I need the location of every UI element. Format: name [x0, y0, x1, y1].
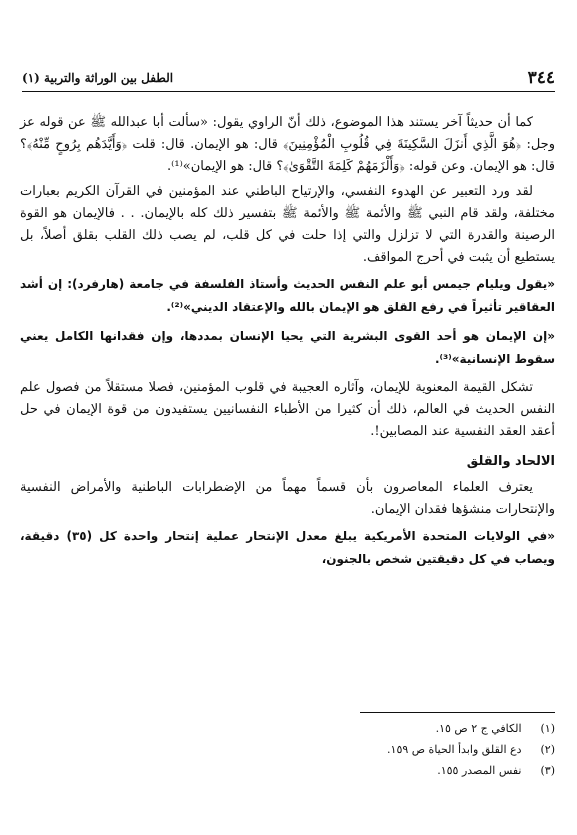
- page-body: [20, 112, 555, 577]
- footnote-rule: [360, 712, 555, 713]
- page-header: [22, 68, 555, 90]
- footnotes: [22, 718, 555, 781]
- footnote-number: (٣): [540, 764, 555, 777]
- footnote-text: نفس المصدر ١٥٥.: [437, 764, 522, 777]
- running-title: الطفل بين الوراثة والتربية (١): [22, 71, 174, 85]
- quote-faith-human-force: «إن الإيمان هو أحد القوى البشرية التي يحيا الإنسان بمددها، وإن فقدانها الكامل يعني سقوط الإنسانية»⁽³⁾.: [20, 329, 555, 366]
- paragraph-moral-value: تشكل القيمة المعنوية للإيمان، وآثاره العجيبة في قلوب المؤمنين، فصلا مستقلاً من فصول علم النفس الحديث في العالم، ذلك أن كثيرا من الأطباء النفسانيين يستفيدون من قوة الإيمان في حل أعقد العقد النفسية عند المصابين!.: [20, 380, 555, 439]
- page-number: ٣٤٤: [527, 68, 555, 88]
- footnote-item: [22, 718, 555, 739]
- footnote-item: [22, 739, 555, 760]
- footnote-number: (١): [540, 722, 555, 735]
- footnote-number: (٢): [540, 743, 555, 756]
- header-rule: [22, 91, 555, 92]
- footnote-text: الكافي ج ٢ ص ١٥.: [435, 722, 522, 735]
- quote-usa-suicide: «في الولايات المتحدة الأمريكية يبلغ معدل الإنتحار عملية إنتحار واحدة كل (٣٥) دقيقة، ويصاب في كل دقيقتين شخص بالجنون،: [20, 529, 555, 566]
- quote-william-james: «يقول ويليام جيمس أبو علم النفس الحديث وأستاذ الفلسفة في جامعة (هارفرد): إن أشد العقاقير تأثيراً في رفع القلق هو الإيمان بالله والإعتقاد الديني»⁽²⁾.: [20, 277, 555, 314]
- paragraph-hadith: كما أن حديثاً آخر يستند هذا الموضوع، ذلك أنّ الراوي يقول: «سألت أبا عبدالله ﷺ عن قوله عز وجل: ﴿هُوَ الَّذِي أَنزَلَ السَّكِينَةَ فِي قُلُوبِ الْمُؤْمِنِينَ﴾ قال: هو الإيمان. قال: قلت ﴿وَأَيَّدَهُم بِرُوحٍ مِّنْهُ﴾؟ قال: هو الإيمان. وعن قوله: ﴿وَأَلْزَمَهُمْ كَلِمَةَ التَّقْوَىٰ﴾؟ قال: هو الإيمان»⁽¹⁾.: [20, 115, 555, 174]
- section-heading: الالحاد والقلق: [466, 454, 555, 469]
- footnote-text: دع القلق وابدأ الحياة ص ١٥٩.: [387, 743, 522, 756]
- footnote-item: [22, 760, 555, 781]
- paragraph-scientists: يعترف العلماء المعاصرون بأن قسماً مهماً من الإضطرابات الباطنية والأمراض النفسية والإنتحارات منشؤها فقدان الإيمان.: [20, 480, 555, 517]
- paragraph-tranquility: لقد ورد التعبير عن الهدوء النفسي، والإرتياح الباطني عند المؤمنين في القرآن الكريم بعبارات مختلفة، ولقد قام النبي ﷺ والأئمة ﷺ والأئمة ﷺ بتفسير ذلك كله بالإيمان. . . فالإيمان هو القوة الرصينة والقدرة التي لا تزلزل والتي إذا حلت في كل قلب، لم يصب ذلك القلب بقلق أصلاً، بل يستطيع أن يثبت في أحرج المواقف.: [20, 184, 555, 265]
